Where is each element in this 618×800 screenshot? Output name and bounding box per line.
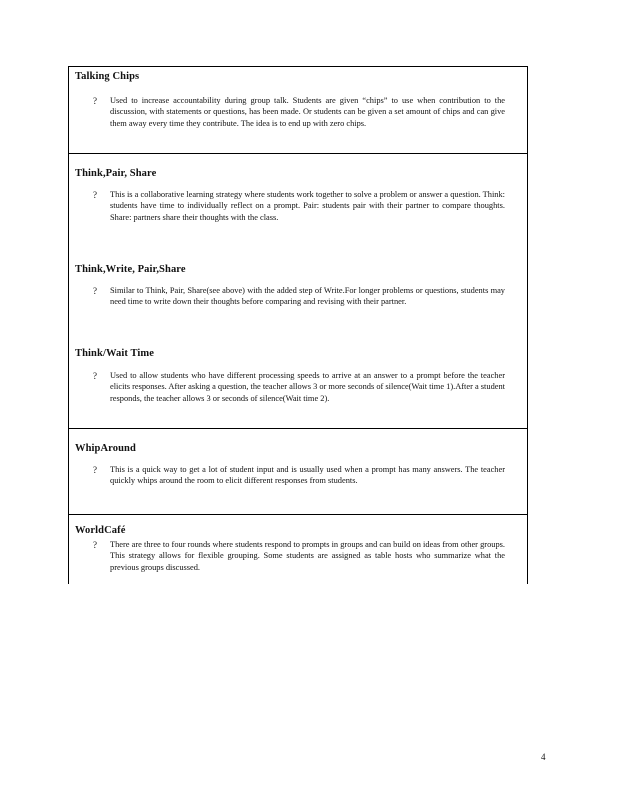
strategy-row-think-write-pair-share [69, 251, 527, 339]
strategy-title: Think,Write, Pair,Share [75, 264, 186, 275]
strategy-description: Used to increase accountability during group talk. Students are given “chips” to use when contribution to the discussion, with statements or questions, has been made. Or students can be given a set amount of chips and can give them away every time they contribute. The idea is to end up with zero chips. [110, 96, 505, 128]
strategy-description: Similar to Think, Pair, Share(see above) with the added step of Write.For longer problems or questions, students may need time to write down their thoughts before comparing and revising with their partner. [110, 286, 505, 307]
strategy-row-think-wait-time [69, 339, 527, 429]
strategy-title: WhipAround [75, 443, 136, 454]
page-number: 4 [541, 752, 546, 762]
strategy-description: This is a collaborative learning strategy where students work together to solve a problem or answer a question. Think: students have time to individually reflect on a prompt. Pair: students pair with their partner to compare thoughts. Share: partners share their thoughts with the class. [110, 190, 505, 222]
strategy-title: Talking Chips [75, 71, 140, 82]
strategy-title: WorldCafé [75, 525, 126, 536]
bullet-marker: ? [93, 190, 97, 200]
bullet-marker: ? [93, 371, 97, 381]
strategy-description: This is a quick way to get a lot of student input and is usually used when a prompt has many answers. The teacher quickly whips around the room to elicit different responses from students. [110, 465, 505, 486]
strategy-row-world-cafe [69, 515, 527, 585]
bullet-marker: ? [93, 286, 97, 296]
strategy-row-talking-chips [69, 67, 527, 154]
strategy-description: There are three to four rounds where students respond to prompts in groups and can build on ideas from other groups. This strategy allows for flexible grouping. Some students are assigned as table hosts who summarize what the previous groups discussed. [110, 540, 505, 572]
bullet-marker: ? [93, 465, 97, 475]
bullet-marker: ? [93, 96, 97, 106]
strategy-title: Think/Wait Time [75, 348, 155, 359]
strategies-table [68, 66, 528, 584]
strategy-row-think-pair-share [69, 154, 527, 251]
bullet-marker: ? [93, 540, 97, 550]
strategy-description: Used to allow students who have different processing speeds to arrive at an answer to a prompt before the teacher elicits responses. After asking a question, the teacher allows 3 or more seconds of silence(Wait time 1).After a student responds, the teacher allows 3 or seconds of silence(Wait time 2). [110, 371, 505, 403]
strategy-title: Think,Pair, Share [75, 168, 157, 179]
strategy-row-whip-around [69, 429, 527, 515]
